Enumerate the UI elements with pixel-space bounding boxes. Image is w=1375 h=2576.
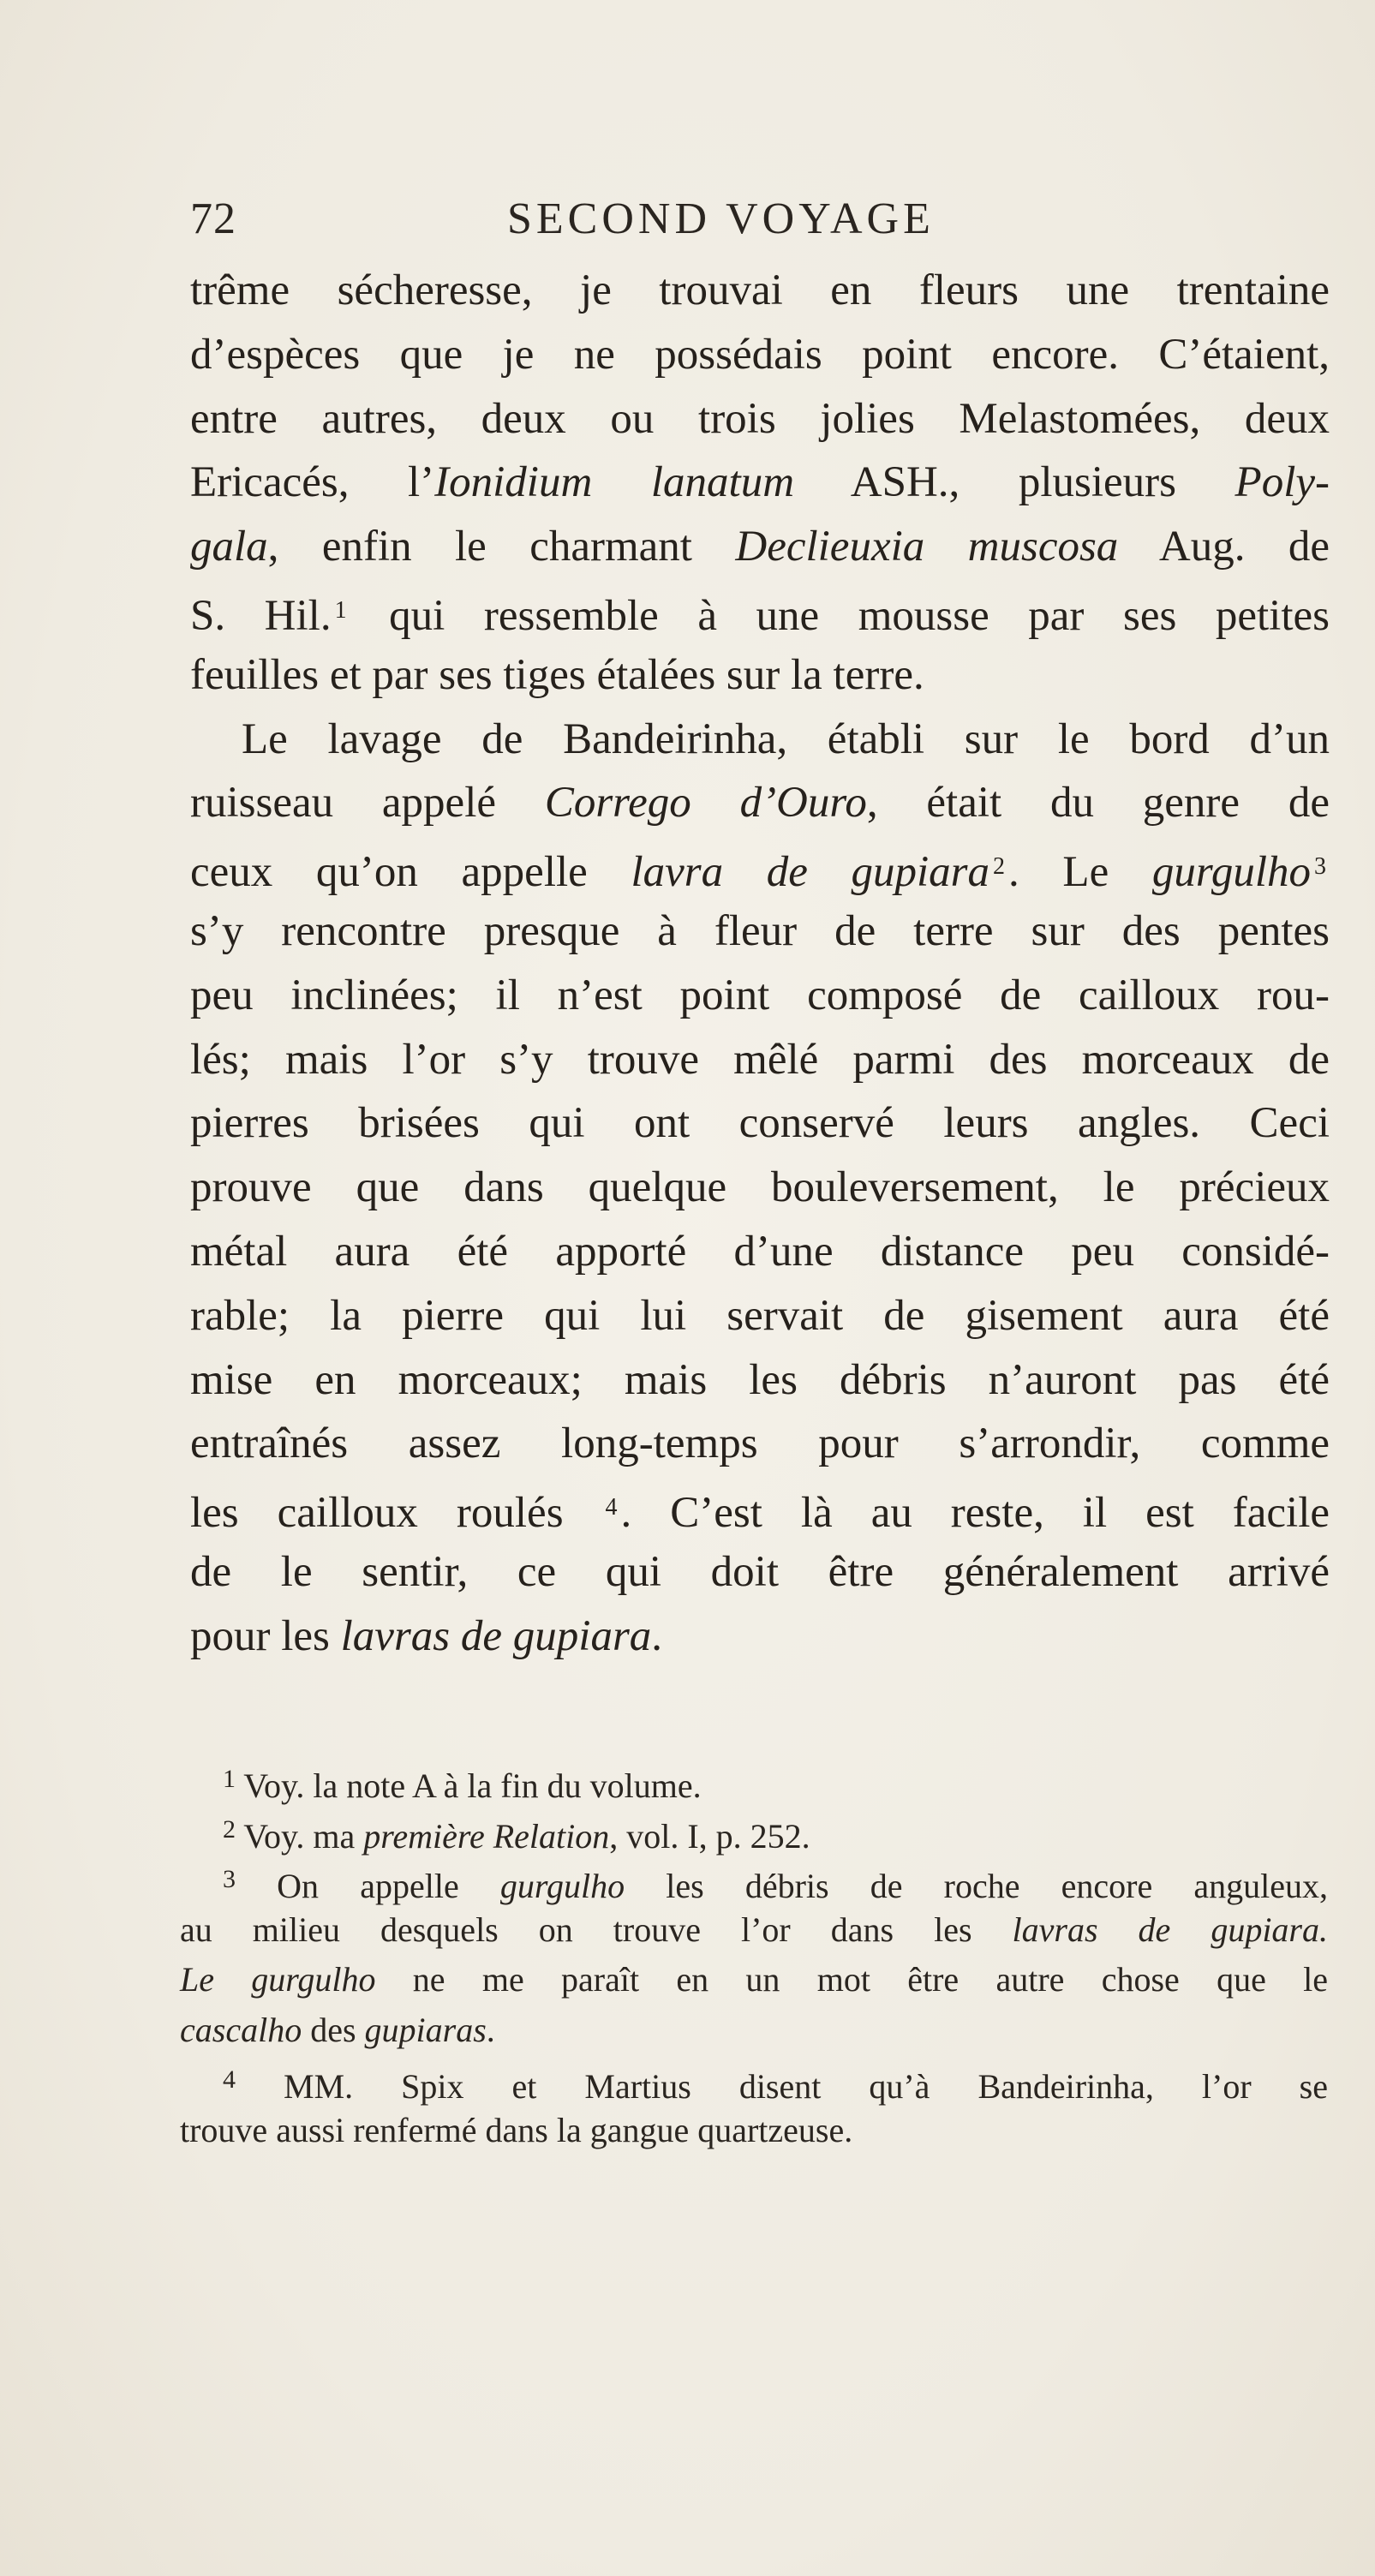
text-line: métal aura été apporté d’une distance peu considé- bbox=[190, 1227, 1330, 1276]
footnote-marker: 3 bbox=[1313, 853, 1326, 881]
running-title: SECOND VOYAGE bbox=[507, 194, 935, 243]
text-line: entraînés assez long-temps pour s’arrondir, comme bbox=[190, 1419, 1330, 1468]
footnote-3-line: au milieu desquels on trouve l’or dans les lavras de gupiara. bbox=[180, 1910, 1328, 1949]
footnote-3-line: Le gurgulho ne me paraît en un mot être autre chose que le bbox=[180, 1960, 1328, 1999]
text-line: prouve que dans quelque bouleversement, le précieux bbox=[190, 1163, 1330, 1212]
footnote-2: $^2$ Voy. ma première Relation, vol. I, p. 252. bbox=[223, 1814, 810, 1856]
page-header bbox=[190, 187, 1330, 255]
footnote-marker: 1 bbox=[334, 596, 347, 624]
text-line: Ericacés, l’Ionidium lanatum ASH., plusieurs Poly- bbox=[190, 458, 1330, 507]
text-line: entre autres, deux ou trois jolies Melastomées, deux bbox=[190, 394, 1330, 443]
footnote-3-line: cascalho des gupiaras. bbox=[180, 2010, 495, 2049]
text-line: d’espèces que je ne possédais point encore. C’étaient, bbox=[190, 330, 1330, 379]
footnotes bbox=[180, 1754, 1328, 2155]
text-line: Le lavage de Bandeirinha, établi sur le bord d’un bbox=[242, 714, 1330, 763]
text-line: ruisseau appelé Corrego d’Ouro, était du genre de bbox=[190, 779, 1330, 828]
main-text bbox=[190, 259, 1330, 1669]
text-line: rable; la pierre qui lui servait de gisement aura été bbox=[190, 1291, 1330, 1340]
text-line: peu inclinées; il n’est point composé de cailloux rou- bbox=[190, 971, 1330, 1019]
footnote-marker: 4 bbox=[605, 1494, 618, 1521]
footnote-marker: 2 bbox=[993, 853, 1006, 881]
text-line: feuilles et par ses tiges étalées sur la terre. bbox=[190, 650, 924, 699]
footnote-3: $^3$ On appelle gurgulho les débris de roche encore anguleux, bbox=[223, 1865, 1329, 1905]
text-line: s’y rencontre presque à fleur de terre sur des pentes bbox=[190, 906, 1330, 955]
footnote-4: $^4$ MM. Spix et Martius disent qu’à Bandeirinha, l’or se bbox=[223, 2065, 1329, 2106]
text-line: gala, enfin le charmant Declieuxia muscosa Aug. de bbox=[190, 523, 1330, 571]
text-line: ceux qu’on appelle lavra de gupiara $^2$. Le gurgulho $^3$ bbox=[190, 835, 1330, 900]
text-line: de le sentir, ce qui doit être généralement arrivé bbox=[190, 1547, 1330, 1596]
text-line: les cailloux roulés $^4$. C’est là au reste, il est facile bbox=[190, 1489, 1330, 1538]
footnote-1: $^1$ Voy. la note A à la fin du volume. bbox=[223, 1765, 702, 1805]
text-line: pour les lavras de gupiara. bbox=[190, 1611, 663, 1660]
text-line: pierres brisées qui ont conservé leurs angles. Ceci bbox=[190, 1099, 1330, 1148]
text-line: mise en morceaux; mais les débris n’auront pas été bbox=[190, 1355, 1330, 1404]
footnote-4-line: trouve aussi renfermé dans la gangue quartzeuse. bbox=[180, 2110, 853, 2149]
text-line: S. Hil. $^1$ qui ressemble à une mousse par ses petites bbox=[190, 591, 1330, 640]
text-line: trême sécheresse, je trouvai en fleurs une trentaine bbox=[190, 266, 1330, 314]
page-number: 72 bbox=[190, 194, 236, 243]
text-line: lés; mais l’or s’y trouve mêlé parmi des morceaux de bbox=[190, 1035, 1330, 1084]
